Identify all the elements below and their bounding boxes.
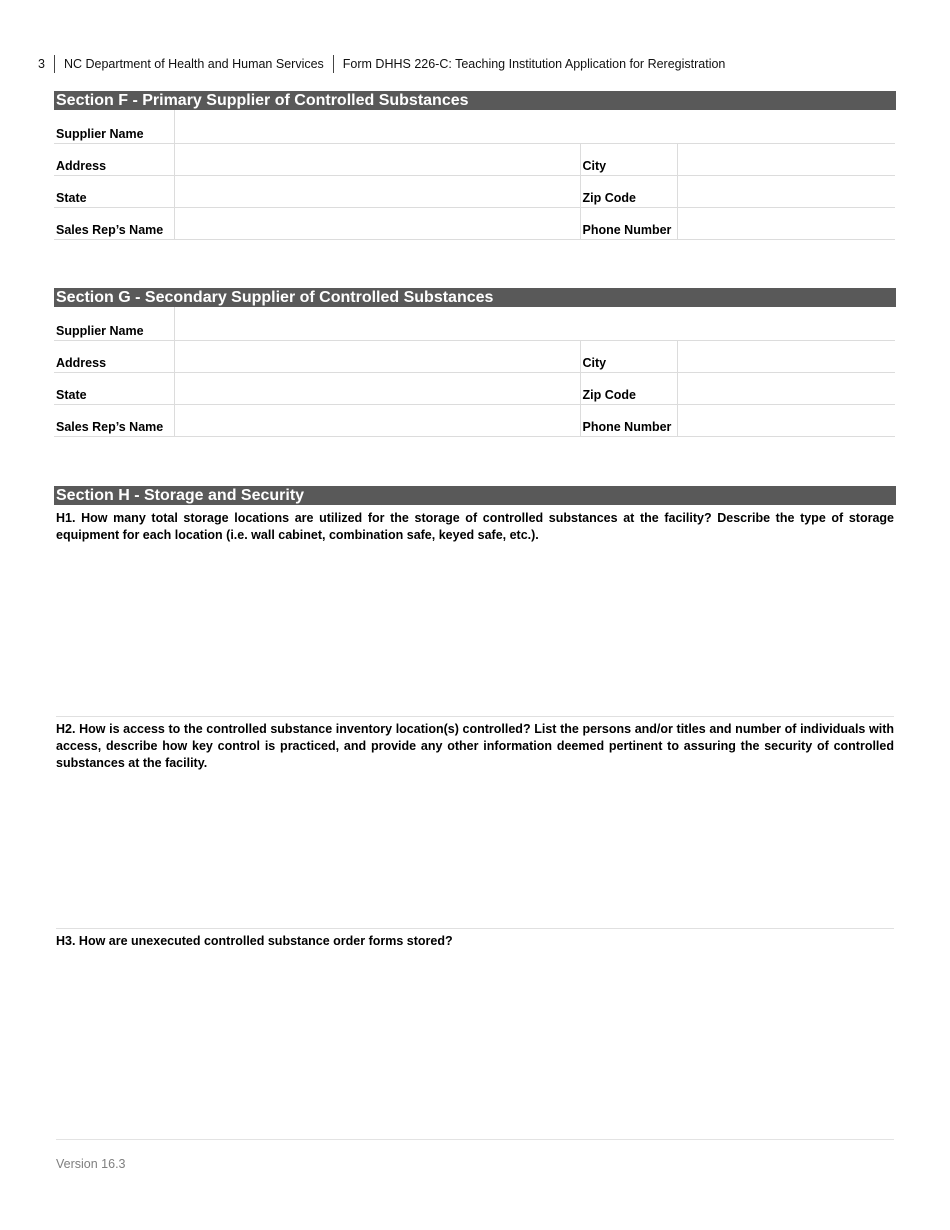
supplier-name-label: Supplier Name [54,110,174,143]
phone-number-label: Phone Number [580,207,677,239]
answer-h1-field[interactable] [56,547,894,717]
sales-rep-label: Sales Rep’s Name [54,207,174,239]
state-field[interactable] [174,372,580,404]
address-row [54,340,895,372]
zip-code-field[interactable] [677,372,895,404]
section-g-table [54,307,895,437]
supplier-name-field[interactable] [174,110,895,143]
state-row [54,175,895,207]
question-h2: H2. How is access to the controlled substance inventory location(s) controlled? List the persons and/or titles and number of individuals with access, describe how key control is practiced, and provide any other information deemed pertinent to assuring the security of controlled substances at the facility. [56,722,894,770]
sales-rep-label: Sales Rep’s Name [54,404,174,436]
answer-h3-field[interactable] [56,952,894,1137]
sales-rep-row [54,207,895,239]
section-f-heading: Section F - Primary Supplier of Controlled Substances [54,91,896,110]
question-h1: H1. How many total storage locations are utilized for the storage of controlled substances at the facility? Describe the type of storage equipment for each location (i.e. wall cabinet, combination safe, keyed safe, etc.). [56,511,894,542]
city-field[interactable] [677,340,895,372]
city-label: City [580,340,677,372]
address-label: Address [54,340,174,372]
phone-number-label: Phone Number [580,404,677,436]
state-row [54,372,895,404]
state-field[interactable] [174,175,580,207]
supplier-name-row [54,307,895,340]
address-row [54,143,895,175]
address-field[interactable] [174,143,580,175]
supplier-name-row [54,110,895,143]
zip-code-field[interactable] [677,175,895,207]
version-label: Version 16.3 [56,1157,126,1171]
phone-number-field[interactable] [677,207,895,239]
zip-code-label: Zip Code [580,175,677,207]
supplier-name-label: Supplier Name [54,307,174,340]
supplier-name-field[interactable] [174,307,895,340]
header-divider [54,55,55,73]
department-name: NC Department of Health and Human Services [63,57,324,71]
state-label: State [54,175,174,207]
section-g-heading: Section G - Secondary Supplier of Controlled Substances [54,288,896,307]
page-number: 3 [38,57,45,71]
city-label: City [580,143,677,175]
form-title: Form DHHS 226-C: Teaching Institution Application for Reregistration [342,57,726,71]
city-field[interactable] [677,143,895,175]
state-label: State [54,372,174,404]
phone-number-field[interactable] [677,404,895,436]
header-divider [333,55,334,73]
zip-code-label: Zip Code [580,372,677,404]
sales-rep-row [54,404,895,436]
footer-divider [56,1139,894,1140]
section-h-heading: Section H - Storage and Security [54,486,896,505]
page-header [38,55,725,73]
address-field[interactable] [174,340,580,372]
sales-rep-field[interactable] [174,207,580,239]
answer-h2-field[interactable] [56,774,894,929]
address-label: Address [54,143,174,175]
section-f-table [54,110,895,240]
sales-rep-field[interactable] [174,404,580,436]
question-h3: H3. How are unexecuted controlled substance order forms stored? [56,934,453,948]
